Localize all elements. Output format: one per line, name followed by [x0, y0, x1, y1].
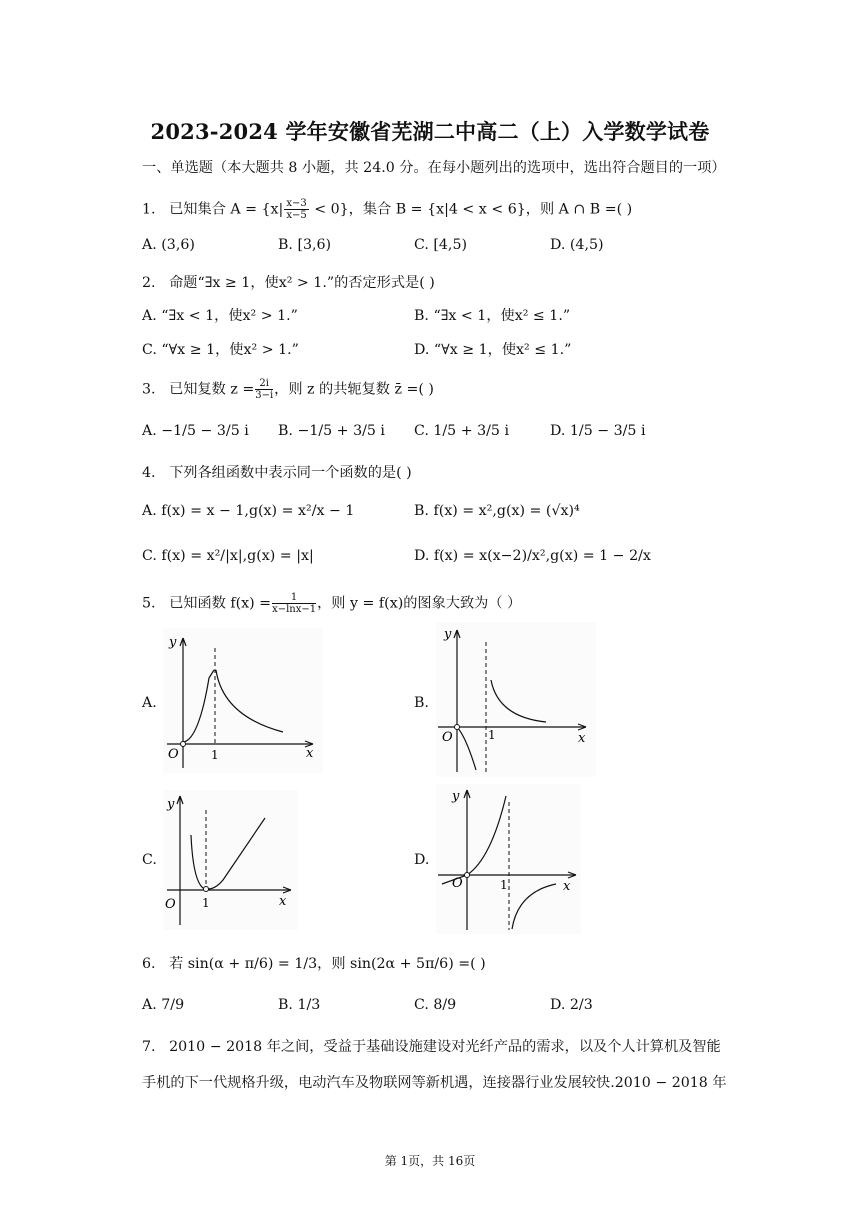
tick-label: 1	[488, 728, 496, 742]
origin-label: O	[165, 897, 176, 912]
option-c: C. [4,5)	[414, 237, 468, 253]
x-axis-label: x	[279, 894, 287, 909]
question-text: 已知集合 A = {x|	[169, 201, 284, 218]
origin-label: O	[168, 747, 179, 762]
question-text: 命题“∃x ≥ 1，使x² > 1.”的否定形式是( )	[169, 275, 435, 291]
fraction-numerator: 1	[272, 592, 316, 604]
fraction-numerator: 2i	[255, 378, 273, 390]
question-7	[142, 1036, 721, 1056]
option-c: C. 8/9	[414, 997, 457, 1013]
question-6	[142, 953, 486, 973]
graph-c	[163, 790, 298, 930]
option-b: B. f(x) = x²,g(x) = (√x)⁴	[414, 503, 580, 519]
graph-d	[436, 784, 581, 934]
origin-label: O	[452, 876, 463, 891]
option-d: D. f(x) = x(x−2)/x²,g(x) = 1 − 2/x	[414, 548, 651, 564]
option-a: A. “∃x < 1，使x² > 1.”	[142, 308, 298, 324]
question-1	[142, 198, 632, 221]
question-number: 6.	[142, 956, 156, 972]
option-b: B. 1/3	[278, 997, 321, 1013]
fraction-denominator: x−lnx−1	[272, 604, 317, 615]
question-number: 3.	[142, 381, 156, 398]
page-footer: 第 1页，共 16页	[384, 1154, 476, 1168]
option-a: A. f(x) = x − 1,g(x) = x²/x − 1	[142, 503, 355, 519]
origin-point	[181, 742, 186, 747]
graph-label-a: A.	[142, 695, 157, 711]
option-d: D. (4,5)	[550, 237, 604, 253]
x-axis-label: x	[578, 731, 586, 746]
option-c: C. f(x) = x²/|x|,g(x) = |x|	[142, 548, 314, 564]
origin-label: O	[442, 730, 453, 745]
option-d: D. 1/5 − 3/5 i	[550, 423, 646, 439]
graph-label-d: D.	[414, 852, 430, 868]
option-a: A. (3,6)	[142, 237, 195, 253]
question-number: 1.	[142, 201, 156, 218]
y-axis-label: y	[169, 635, 177, 650]
graph-background	[436, 622, 596, 777]
y-axis-label: y	[452, 789, 460, 804]
question-number: 5.	[142, 595, 156, 612]
fraction-numerator: x−3	[286, 198, 307, 209]
page-title: 2023-2024 学年安徽省芜湖二中高二（上）入学数学试卷	[150, 119, 710, 144]
graph-a	[163, 628, 323, 773]
question-number: 4.	[142, 465, 156, 481]
question-number: 7.	[142, 1039, 156, 1055]
option-b: B. −1/5 + 3/5 i	[278, 423, 385, 439]
question-2	[142, 272, 435, 292]
question-text: 若 sin(α + π/6) = 1/3，则 sin(2α + 5π/6) =( )	[169, 956, 486, 972]
graph-b	[436, 622, 596, 777]
option-d: D. “∀x ≥ 1，使x² ≤ 1.”	[414, 342, 572, 358]
y-axis-label: y	[444, 627, 452, 642]
graph-background	[163, 790, 298, 930]
question-text: ，则 y = f(x)的图象大致为（ ）	[317, 595, 522, 612]
option-c: C. “∀x ≥ 1，使x² > 1.”	[142, 342, 299, 358]
tick-label: 1	[500, 878, 508, 892]
fraction-denominator: x−5	[286, 210, 307, 221]
question-7-continued: 手机的下一代规格升级，电动汽车及物联网等新机遇，连接器行业发展较快.2010 − 2018 年	[142, 1075, 727, 1091]
option-c: C. 1/5 + 3/5 i	[414, 423, 509, 439]
y-axis-label: y	[167, 797, 175, 812]
question-text: 2010 − 2018 年之间，受益于基础设施建设对光纤产品的需求，以及个人计算机及智能	[169, 1039, 721, 1055]
tick-label: 1	[202, 896, 210, 910]
option-b: B. [3,6)	[278, 237, 332, 253]
question-text: 已知复数 z =	[169, 381, 255, 398]
question-4	[142, 462, 412, 482]
question-text: 下列各组函数中表示同一个函数的是( )	[169, 465, 412, 481]
graph-label-c: C.	[142, 852, 157, 868]
option-a: A. 7/9	[142, 997, 185, 1013]
x-axis-label: x	[563, 879, 571, 894]
fraction	[284, 198, 308, 221]
fraction-denominator: 3−i	[255, 390, 274, 401]
question-5	[142, 592, 521, 615]
question-text: ，则 z 的共轭复数 z̄ =( )	[274, 381, 434, 398]
point	[204, 887, 209, 892]
option-b: B. “∃x < 1，使x² ≤ 1.”	[414, 308, 571, 324]
origin-point	[455, 725, 460, 730]
fraction	[272, 592, 316, 615]
tick-label: 1	[211, 748, 219, 762]
question-number: 2.	[142, 275, 156, 291]
option-d: D. 2/3	[550, 997, 593, 1013]
x-axis-label: x	[306, 746, 314, 761]
question-text: 已知函数 f(x) =	[169, 595, 272, 612]
option-a: A. −1/5 − 3/5 i	[142, 423, 249, 439]
origin-point	[465, 873, 470, 878]
graph-background	[163, 628, 323, 773]
question-text: < 0}，集合 B = {x|4 < x < 6}，则 A ∩ B =( )	[309, 201, 633, 218]
graph-label-b: B.	[414, 695, 429, 711]
fraction	[255, 378, 273, 401]
question-3	[142, 378, 434, 401]
section-heading: 一、单选题（本大题共 8 小题，共 24.0 分。在每小题列出的选项中，选出符合题目的一项）	[142, 160, 726, 176]
